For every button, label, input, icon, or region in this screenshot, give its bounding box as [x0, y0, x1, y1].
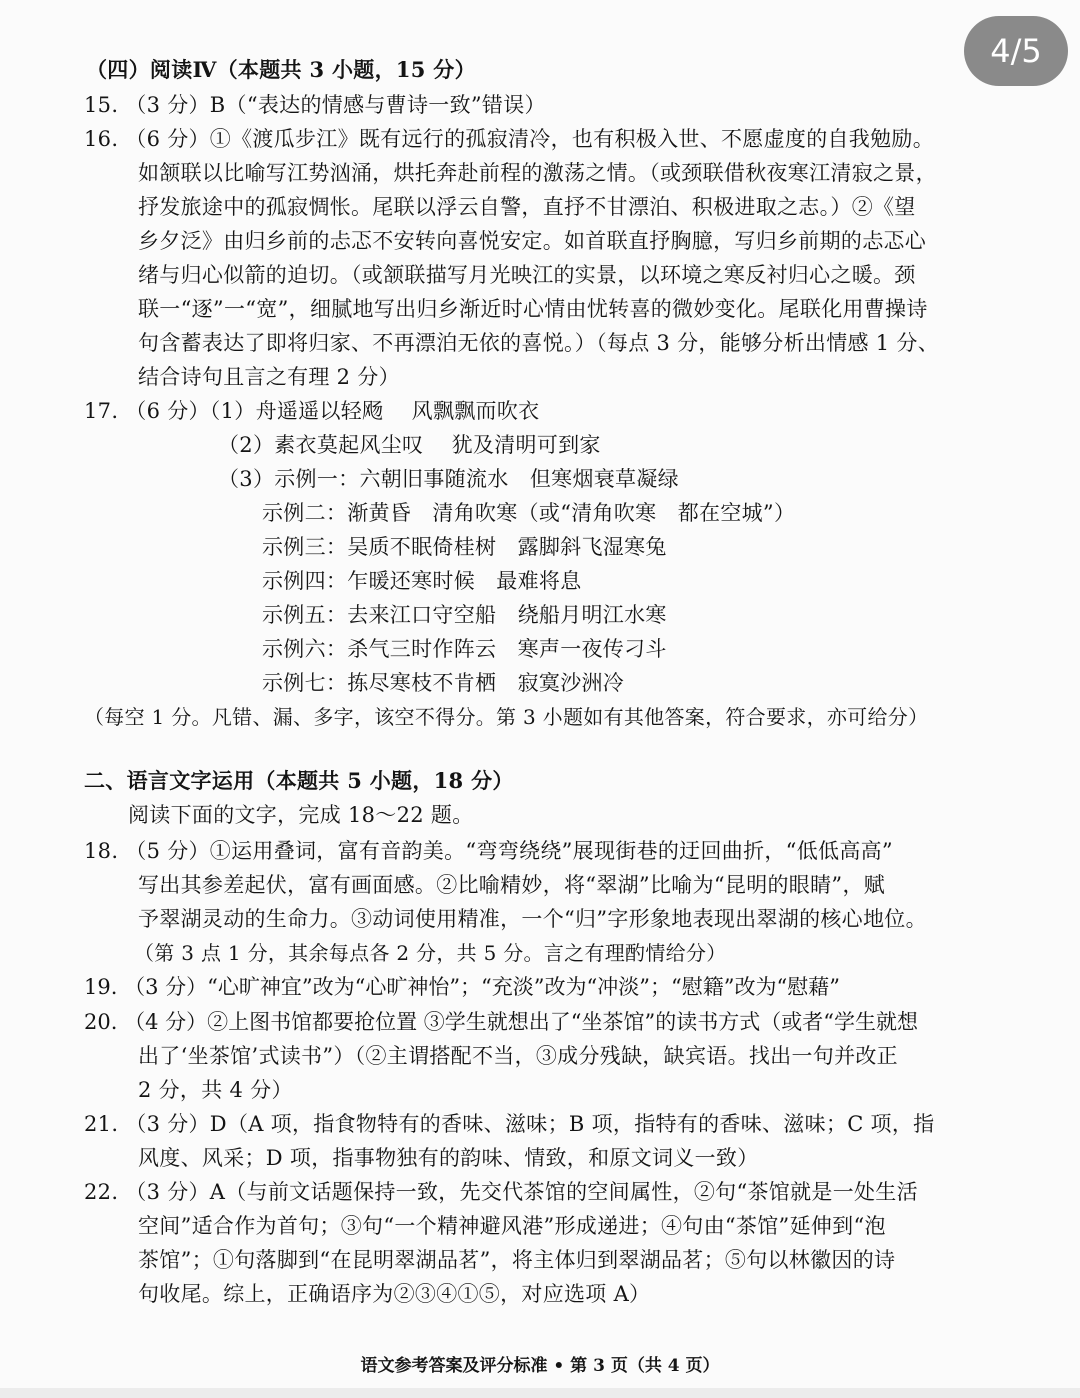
- answer-q16-line: 绪与归心似箭的迫切。（或颔联描写月光映江的实景，以环境之寒反衬归心之暖。颈: [138, 263, 916, 287]
- answer-q20-line: 2 分，共 4 分）: [138, 1078, 293, 1102]
- answer-q18-line: 18. （5 分）①运用叠词，富有音韵美。“弯弯绕绕”展现街巷的迂回曲折，“低低高高”: [84, 839, 893, 863]
- answer-q22-line: 句收尾。综上，正确语序为②③④①⑤，对应选项 A）: [138, 1282, 651, 1306]
- answer-q17-example: 示例二：渐黄昏 清角吹寒（或“清角吹寒 都在空城”）: [262, 501, 796, 525]
- answer-q16-line: 结合诗句且言之有理 2 分）: [138, 365, 400, 389]
- answer-q21-line: 21. （3 分）D（A 项，指食物特有的香味、滋味；B 项，指特有的香味、滋味；C 项，指: [84, 1112, 935, 1136]
- answer-q22-line: 22. （3 分）A（与前文话题保持一致，先交代茶馆的空间属性，②句“茶馆就是一处生活: [84, 1180, 918, 1204]
- answer-q18-line: 予翠湖灵动的生命力。③动词使用精准，一个“归”字形象地表现出翠湖的核心地位。: [138, 907, 927, 931]
- answer-q17-example: 示例三：吴质不眠倚桂树 露脚斜飞湿寒兔: [262, 535, 667, 559]
- answer-q17-example: 示例五：去来江口守空船 绕船月明江水寒: [262, 603, 667, 627]
- page-edge: [0, 1388, 1080, 1398]
- answer-q19: 19. （3 分）“心旷神宜”改为“心旷神怡”；“充淡”改为“冲淡”；“慰籍”改为“慰藉”: [84, 975, 840, 999]
- page-footer: 语文参考答案及评分标准 • 第 3 页（共 4 页）: [360, 1356, 720, 1376]
- answer-q16-line: 联一“逐”一“宽”，细腻地写出归乡渐近时心情由忧转喜的微妙变化。尾联化用曹操诗: [138, 297, 928, 321]
- answer-q20-line: 出了‘坐茶馆’式读书”）（②主谓搭配不当，③成分残缺，缺宾语。找出一句并改正: [138, 1044, 898, 1068]
- answer-q17-line: （3）示例一：六朝旧事随流水 但寒烟衰草凝绿: [218, 467, 679, 491]
- answer-q18-line: 写出其参差起伏，富有画面感。②比喻精妙，将“翠湖”比喻为“昆明的眼睛”，赋: [138, 873, 886, 897]
- answer-q18-line: （第 3 点 1 分，其余每点各 2 分，共 5 分。言之有理酌情给分）: [134, 941, 727, 965]
- page-indicator-badge: 4/5: [964, 16, 1068, 86]
- section-heading: （四）阅读Ⅳ（本题共 3 小题，15 分）: [86, 57, 476, 82]
- answer-q21-line: 风度、风采；D 项，指事物独有的韵味、情致，和原文词义一致）: [138, 1146, 759, 1170]
- answer-q17-example: 示例七：拣尽寒枝不肯栖 寂寞沙洲冷: [262, 671, 625, 695]
- answer-q17-line: 17. （6 分）（1）舟遥遥以轻飏 风飘飘而吹衣: [84, 399, 540, 423]
- answer-q22-line: 茶馆”；①句落脚到“在昆明翠湖品茗”，将主体归到翠湖品茗；⑤句以林徽因的诗: [138, 1248, 896, 1272]
- answer-q16-line: 如颔联以比喻写江势汹涌，烘托奔赴前程的激荡之情。（或颈联借秋夜寒江清寂之景，: [138, 161, 937, 185]
- answer-q15: 15. （3 分）B（“表达的情感与曹诗一致”错误）: [84, 93, 546, 117]
- answer-q16-line: 16. （6 分）①《渡瓜步江》既有远行的孤寂清冷，也有积极入世、不愿虚度的自我勉励。: [84, 127, 935, 151]
- answer-q16-line: 抒发旅途中的孤寂惆怅。尾联以浮云自警，直抒不甘漂泊、积极进取之志。）②《望: [138, 195, 916, 219]
- section-intro: 阅读下面的文字，完成 18～22 题。: [128, 803, 474, 827]
- answer-q17-example: 示例四：乍暖还寒时候 最难将息: [262, 569, 582, 593]
- answer-q20-line: 20. （4 分）②上图书馆都要抢位置 ③学生就想出了“坐茶馆”的读书方式（或者“学生就想: [84, 1010, 918, 1034]
- answer-q16-line: 句含蓄表达了即将归家、不再漂泊无依的喜悦。）（每点 3 分，能够分析出情感 1 分、: [138, 331, 940, 355]
- answer-q16-line: 乡夕泛》由归乡前的忐忑不安转向喜悦安定。如首联直抒胸臆，写归乡前期的忐忑心: [138, 229, 927, 253]
- answer-q17-example: 示例六：杀气三时作阵云 寒声一夜传刁斗: [262, 637, 667, 661]
- answer-q22-line: 空间”适合作为首句；③句“一个精神避风港”形成递进；④句由“茶馆”延伸到“泡: [138, 1214, 886, 1238]
- answer-q17-line: （2）素衣莫起风尘叹 犹及清明可到家: [218, 433, 601, 457]
- section-heading: 二、语言文字运用（本题共 5 小题，18 分）: [84, 768, 514, 793]
- scoring-note: （每空 1 分。凡错、漏、多字，该空不得分。第 3 小题如有其他答案，符合要求，亦可给分）: [84, 705, 929, 729]
